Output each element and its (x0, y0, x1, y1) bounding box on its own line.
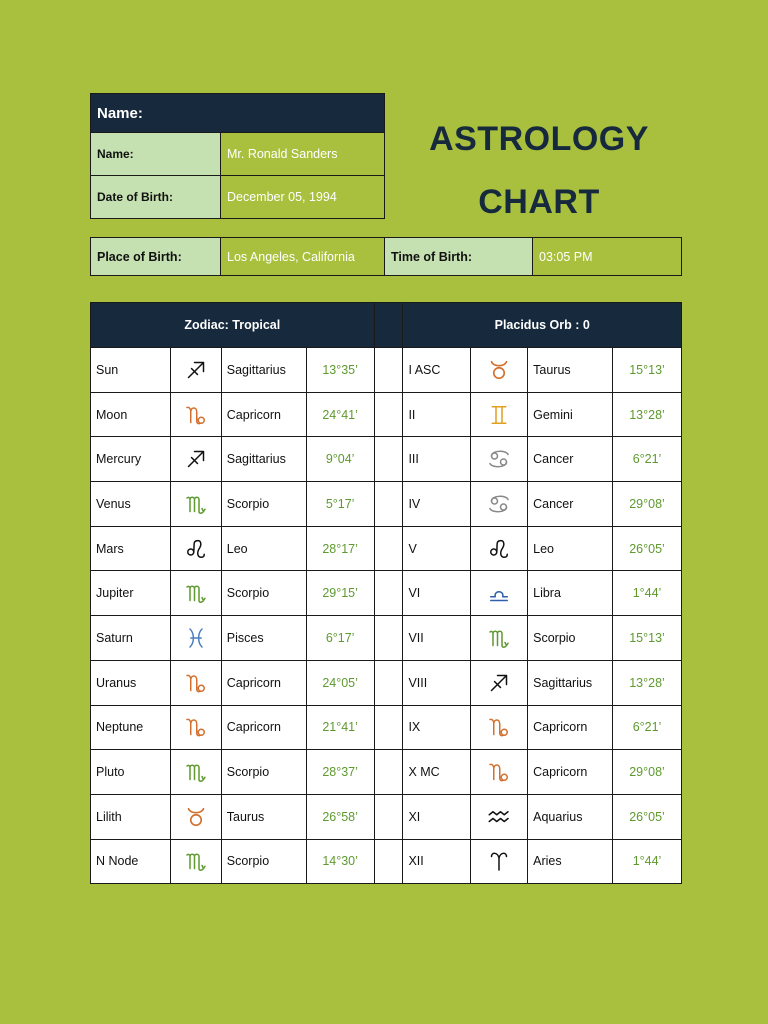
planet-sign: Taurus (221, 794, 306, 839)
capricorn-icon (170, 705, 221, 750)
column-gap (374, 660, 403, 705)
planet-degree: 24°41’ (306, 392, 374, 437)
house-degree: 13°28’ (613, 392, 682, 437)
planet-sign: Scorpio (221, 571, 306, 616)
planet-degree: 13°35’ (306, 348, 374, 393)
page-title (400, 108, 678, 234)
house-name: VIII (403, 660, 471, 705)
scorpio-icon (170, 839, 221, 884)
libra-icon (471, 571, 528, 616)
scorpio-icon (170, 571, 221, 616)
planet-degree: 9°04’ (306, 437, 374, 482)
house-name: VII (403, 616, 471, 661)
house-sign: Cancer (528, 482, 613, 527)
house-degree: 13°28’ (613, 660, 682, 705)
column-gap (374, 839, 403, 884)
planet-sign: Scorpio (221, 750, 306, 795)
planet-sign: Leo (221, 526, 306, 571)
planet-sign: Sagittarius (221, 348, 306, 393)
scorpio-icon (471, 616, 528, 661)
house-degree: 15°13’ (613, 616, 682, 661)
dob-label: Date of Birth: (91, 176, 221, 219)
house-degree: 1°44’ (613, 571, 682, 616)
planet-degree: 28°37’ (306, 750, 374, 795)
house-name: II (403, 392, 471, 437)
planet-degree: 14°30’ (306, 839, 374, 884)
column-gap (374, 526, 403, 571)
profile-header: Name: (91, 94, 385, 133)
planet-sign: Capricorn (221, 392, 306, 437)
table-row (91, 437, 682, 482)
house-degree: 1°44’ (613, 839, 682, 884)
table-row (91, 794, 682, 839)
house-sign: Libra (528, 571, 613, 616)
table-row (91, 526, 682, 571)
planet-sign: Capricorn (221, 705, 306, 750)
placidus-header: Placidus Orb : 0 (403, 303, 682, 348)
planet-name: Venus (91, 482, 171, 527)
house-sign: Aquarius (528, 794, 613, 839)
table-row (91, 392, 682, 437)
column-gap (374, 794, 403, 839)
zodiac-header: Zodiac: Tropical (91, 303, 375, 348)
house-degree: 26°05’ (613, 526, 682, 571)
planet-name: Mars (91, 526, 171, 571)
column-gap (374, 616, 403, 661)
house-degree: 29°08’ (613, 750, 682, 795)
place-label: Place of Birth: (91, 238, 221, 276)
planet-sign: Capricorn (221, 660, 306, 705)
aries-icon (471, 839, 528, 884)
table-row (91, 705, 682, 750)
planet-sign: Scorpio (221, 839, 306, 884)
column-gap (374, 705, 403, 750)
table-row (91, 616, 682, 661)
planet-sign: Pisces (221, 616, 306, 661)
house-name: I ASC (403, 348, 471, 393)
profile-block (90, 93, 385, 219)
sagittarius-icon (471, 660, 528, 705)
planet-name: Mercury (91, 437, 171, 482)
house-name: III (403, 437, 471, 482)
planet-name: N Node (91, 839, 171, 884)
planet-degree: 5°17’ (306, 482, 374, 527)
taurus-icon (170, 794, 221, 839)
house-sign: Sagittarius (528, 660, 613, 705)
house-name: IX (403, 705, 471, 750)
place-value: Los Angeles, California (221, 238, 385, 276)
capricorn-icon (471, 750, 528, 795)
table-row (91, 348, 682, 393)
house-name: XI (403, 794, 471, 839)
planet-name: Jupiter (91, 571, 171, 616)
house-sign: Leo (528, 526, 613, 571)
planet-name: Neptune (91, 705, 171, 750)
column-gap (374, 482, 403, 527)
leo-icon (170, 526, 221, 571)
title-line-1: ASTROLOGY (429, 120, 649, 158)
planet-name: Pluto (91, 750, 171, 795)
sagittarius-icon (170, 348, 221, 393)
house-sign: Taurus (528, 348, 613, 393)
planet-sign: Sagittarius (221, 437, 306, 482)
leo-icon (471, 526, 528, 571)
planet-name: Lilith (91, 794, 171, 839)
house-degree: 26°05’ (613, 794, 682, 839)
house-degree: 6°21’ (613, 705, 682, 750)
house-name: X MC (403, 750, 471, 795)
planet-degree: 24°05’ (306, 660, 374, 705)
house-name: IV (403, 482, 471, 527)
table-row (91, 482, 682, 527)
capricorn-icon (170, 392, 221, 437)
scorpio-icon (170, 750, 221, 795)
planet-degree: 6°17’ (306, 616, 374, 661)
planet-name: Moon (91, 392, 171, 437)
house-name: VI (403, 571, 471, 616)
planet-degree: 29°15’ (306, 571, 374, 616)
house-sign: Capricorn (528, 705, 613, 750)
house-name: V (403, 526, 471, 571)
sagittarius-icon (170, 437, 221, 482)
cancer-icon (471, 482, 528, 527)
time-value: 03:05 PM (533, 238, 682, 276)
house-name: XII (403, 839, 471, 884)
astrology-table (90, 302, 682, 884)
column-gap (374, 437, 403, 482)
aquarius-icon (471, 794, 528, 839)
column-gap (374, 750, 403, 795)
column-gap (374, 348, 403, 393)
header-gap (374, 303, 403, 348)
capricorn-icon (170, 660, 221, 705)
house-sign: Aries (528, 839, 613, 884)
capricorn-icon (471, 705, 528, 750)
column-gap (374, 571, 403, 616)
house-sign: Cancer (528, 437, 613, 482)
scorpio-icon (170, 482, 221, 527)
gemini-icon (471, 392, 528, 437)
planet-degree: 26°58’ (306, 794, 374, 839)
planet-name: Saturn (91, 616, 171, 661)
planet-sign: Scorpio (221, 482, 306, 527)
taurus-icon (471, 348, 528, 393)
planet-name: Sun (91, 348, 171, 393)
house-sign: Gemini (528, 392, 613, 437)
house-sign: Scorpio (528, 616, 613, 661)
planet-degree: 28°17’ (306, 526, 374, 571)
table-row (91, 750, 682, 795)
house-degree: 29°08’ (613, 482, 682, 527)
house-degree: 6°21’ (613, 437, 682, 482)
table-row (91, 660, 682, 705)
house-sign: Capricorn (528, 750, 613, 795)
name-label: Name: (91, 133, 221, 176)
column-gap (374, 392, 403, 437)
time-label: Time of Birth: (385, 238, 533, 276)
house-degree: 15°13’ (613, 348, 682, 393)
planet-name: Uranus (91, 660, 171, 705)
pisces-icon (170, 616, 221, 661)
table-row (91, 839, 682, 884)
birth-details-block (90, 237, 682, 276)
dob-value: December 05, 1994 (221, 176, 385, 219)
name-value: Mr. Ronald Sanders (221, 133, 385, 176)
cancer-icon (471, 437, 528, 482)
title-line-2: CHART (478, 183, 600, 221)
planet-degree: 21°41’ (306, 705, 374, 750)
table-row (91, 571, 682, 616)
